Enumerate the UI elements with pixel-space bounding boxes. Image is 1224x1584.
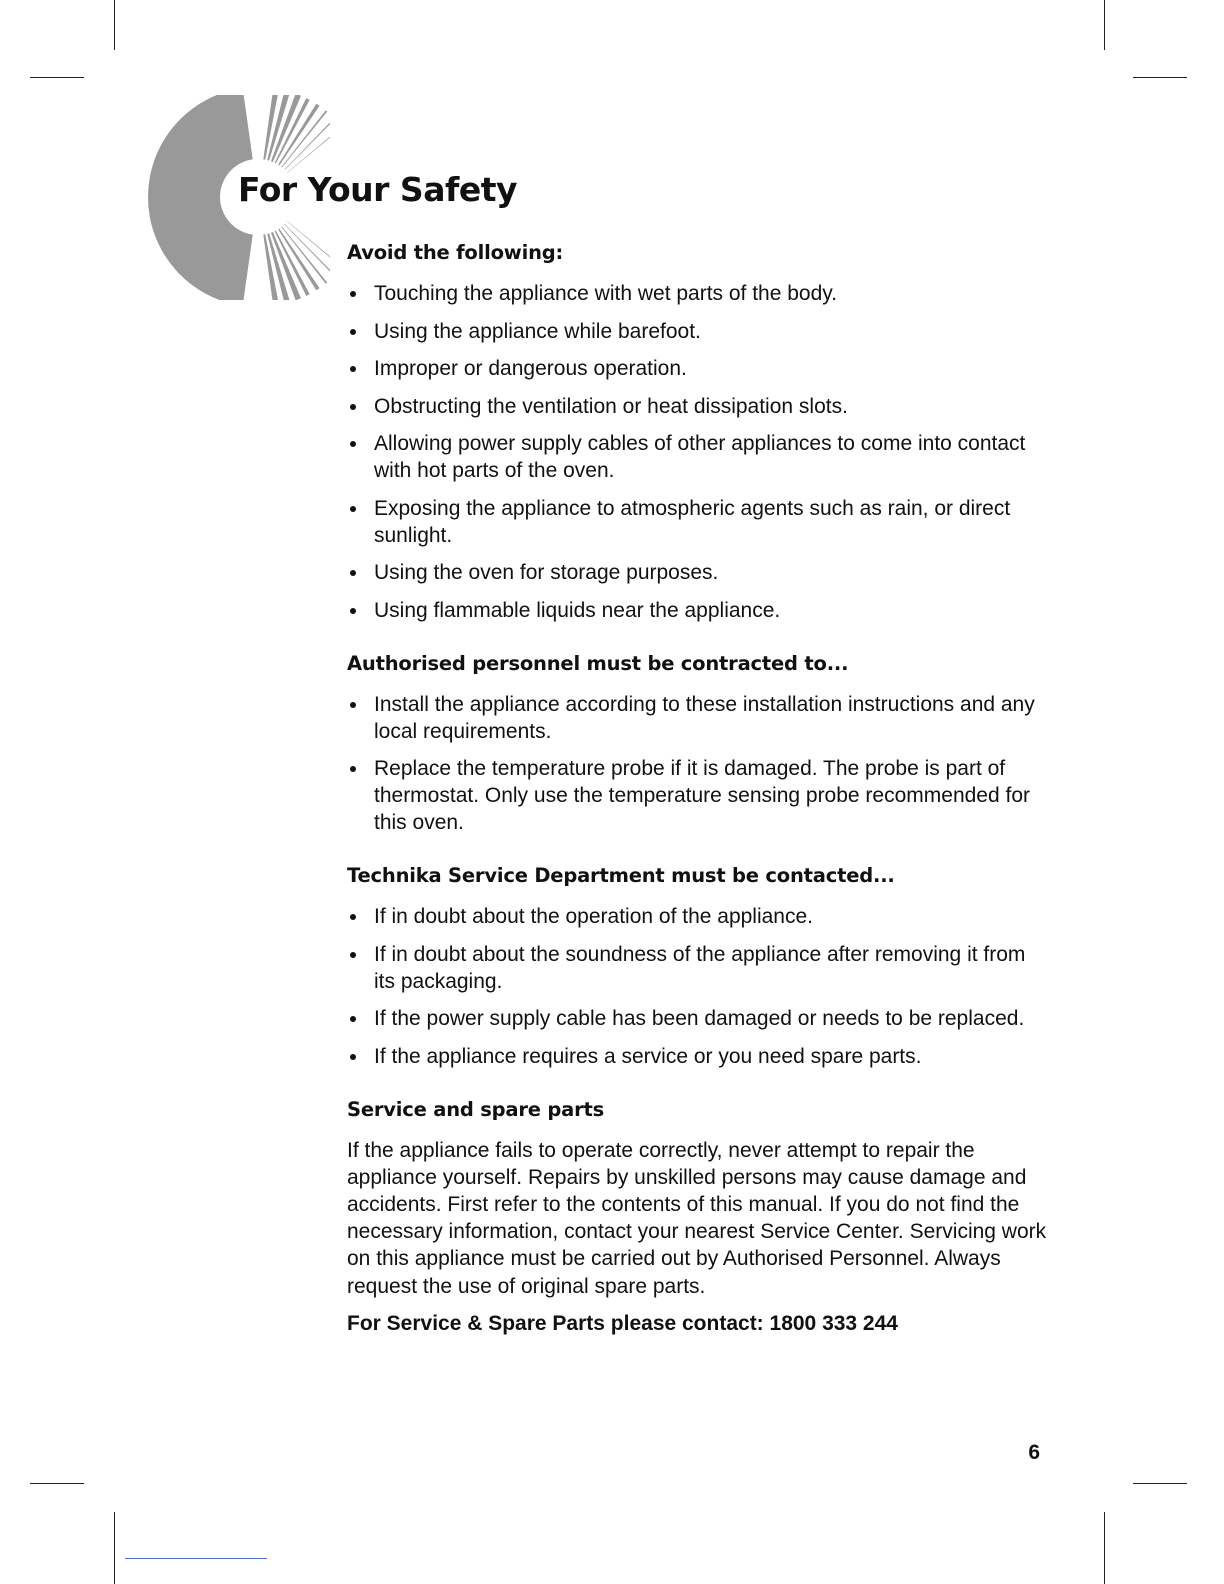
bullet-icon <box>350 329 356 335</box>
crop-mark-bottom-left-horizontal <box>30 1483 84 1484</box>
bullet-icon <box>350 404 356 410</box>
list-item-text: Replace the temperature probe if it is damaged. The probe is part of thermostat. Only use the temperature sensing probe recommended for this oven. <box>374 757 1031 834</box>
list-item <box>347 355 1047 382</box>
section-heading: Authorised personnel must be contracted to... <box>347 651 849 675</box>
list-item <box>347 597 1047 624</box>
crop-mark-top-left-vertical <box>114 0 115 50</box>
list-item-text: Touching the appliance with wet parts of the body. <box>374 282 838 305</box>
bullet-icon <box>350 291 356 297</box>
bullet-icon <box>350 1054 356 1060</box>
list-item <box>347 1043 1047 1070</box>
bullet-icon <box>350 570 356 576</box>
list-item-text: Improper or dangerous operation. <box>374 357 687 380</box>
list-item <box>347 318 1047 345</box>
bullet-icon <box>350 914 356 920</box>
list-item <box>347 1005 1047 1032</box>
section-avoid <box>347 241 1047 624</box>
bullet-icon <box>350 702 356 708</box>
list-item <box>347 393 1047 420</box>
crop-mark-bottom-right-horizontal <box>1133 1483 1187 1484</box>
list-item-text: Using the oven for storage purposes. <box>374 561 719 584</box>
section-heading: Avoid the following: <box>347 241 564 264</box>
page-title: For Your Safety <box>238 170 517 209</box>
list-item-text: Using the appliance while barefoot. <box>374 319 701 343</box>
list-item-text: Allowing power supply cables of other appliances to come into contact with hot parts of the oven. <box>374 432 1026 482</box>
list-item <box>347 559 1047 586</box>
bullet-icon <box>350 608 356 614</box>
bullet-list <box>347 280 1047 624</box>
section-authorised-personnel <box>347 652 1047 837</box>
bullet-icon <box>350 441 356 447</box>
sunburst-arc <box>148 95 253 300</box>
list-item <box>347 941 1047 995</box>
list-item <box>347 430 1047 484</box>
crop-mark-bottom-left-vertical <box>114 1512 115 1584</box>
section-heading: Service and spare parts <box>347 1097 605 1121</box>
list-item-text: Using flammable liquids near the appliance. <box>374 598 781 622</box>
list-item-text: If the power supply cable has been damaged or needs to be replaced. <box>374 1007 1025 1030</box>
bullet-list <box>347 903 1047 1070</box>
list-item <box>347 495 1047 549</box>
list-item <box>347 691 1047 745</box>
list-item-text: Exposing the appliance to atmospheric agents such as rain, or direct sunlight. <box>374 496 1011 547</box>
page-number: 6 <box>1028 1441 1040 1464</box>
section-service-department <box>347 864 1047 1070</box>
crop-mark-top-right-horizontal <box>1133 77 1187 78</box>
list-item-text: If in doubt about the operation of the appliance. <box>374 905 814 928</box>
bullet-list <box>347 691 1047 837</box>
list-item <box>347 755 1047 836</box>
list-item-text: If the appliance requires a service or you need spare parts. <box>374 1044 922 1068</box>
bullet-icon <box>350 1016 356 1022</box>
service-paragraph: If the appliance fails to operate correctly, never attempt to repair the appliance yourself. Repairs by unskilled persons may cause damage and accidents. First refer to the contents of this manual. If you do not find the necessary information, contact your nearest Service Center. Servicing work on this appliance must be carried out by Authorised Personnel. Always request the use of original spare parts. <box>347 1138 1047 1298</box>
crop-mark-top-right-vertical <box>1104 0 1105 50</box>
crop-mark-top-left-horizontal <box>30 77 84 78</box>
section-heading: Technika Service Department must be contacted... <box>347 864 895 887</box>
bullet-icon <box>350 952 356 958</box>
list-item <box>347 280 1047 307</box>
bullet-icon <box>350 766 356 772</box>
list-item-text: If in doubt about the soundness of the appliance after removing it from its packaging. <box>374 942 1026 993</box>
list-item <box>347 903 1047 930</box>
crop-mark-bottom-right-vertical <box>1104 1512 1105 1584</box>
bullet-icon <box>350 506 356 512</box>
bullet-icon <box>350 366 356 372</box>
section-service-spare-parts <box>347 1098 1047 1336</box>
service-contact-line: For Service & Spare Parts please contact: 1800 333 244 <box>347 1311 898 1335</box>
list-item-text: Obstructing the ventilation or heat dissipation slots. <box>374 394 848 418</box>
page-content <box>347 241 1047 1336</box>
bottom-rule <box>125 1558 267 1559</box>
list-item-text: Install the appliance according to these installation instructions and any local requirements. <box>374 692 1035 743</box>
